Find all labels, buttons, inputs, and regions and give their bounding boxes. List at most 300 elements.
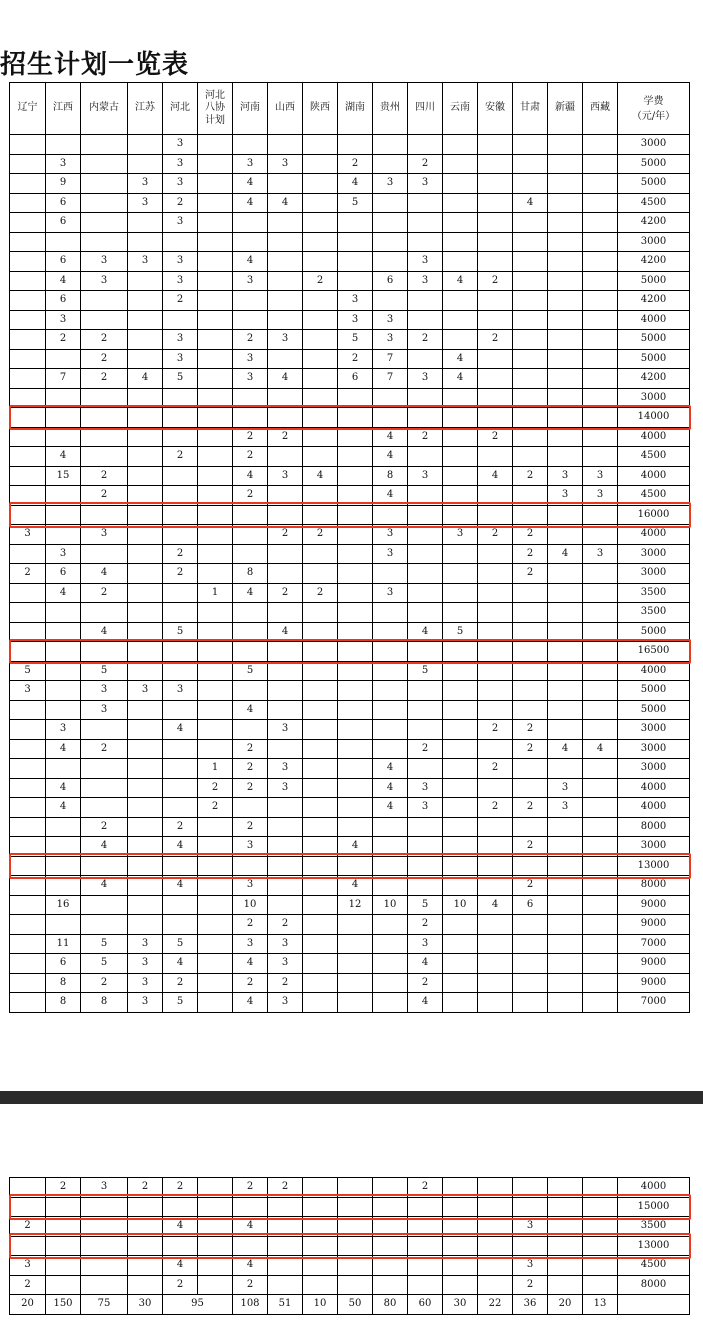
quota-cell	[198, 895, 233, 915]
quota-cell: 6	[46, 193, 81, 213]
quota-cell	[373, 739, 408, 759]
quota-cell	[198, 934, 233, 954]
quota-cell: 2	[513, 564, 548, 584]
column-header: 云南	[443, 83, 478, 135]
quota-cell	[10, 895, 46, 915]
quota-cell	[46, 388, 81, 408]
quota-cell: 4	[233, 252, 268, 272]
quota-cell	[478, 388, 513, 408]
quota-cell	[81, 720, 128, 740]
quota-cell: 2	[163, 447, 198, 467]
quota-cell	[478, 564, 513, 584]
quota-cell	[548, 603, 583, 623]
quota-cell	[373, 973, 408, 993]
quota-cell	[46, 1217, 81, 1237]
quota-cell: 2	[10, 1217, 46, 1237]
quota-cell: 3	[163, 154, 198, 174]
tuition-cell: 4000	[618, 661, 690, 681]
quota-cell	[583, 817, 618, 837]
quota-cell: 5	[408, 895, 443, 915]
quota-cell: 8	[46, 993, 81, 1013]
quota-cell	[443, 1178, 478, 1198]
quota-cell	[268, 310, 303, 330]
quota-cell	[373, 232, 408, 252]
quota-cell	[303, 291, 338, 311]
column-header: 辽宁	[10, 83, 46, 135]
quota-cell	[303, 544, 338, 564]
quota-cell	[198, 252, 233, 272]
quota-cell	[548, 349, 583, 369]
quota-cell: 3	[163, 135, 198, 155]
quota-cell	[81, 213, 128, 233]
quota-cell: 3	[408, 778, 443, 798]
quota-cell	[233, 798, 268, 818]
quota-cell	[583, 856, 618, 876]
quota-cell	[163, 856, 198, 876]
quota-cell	[46, 525, 81, 545]
quota-cell	[338, 915, 373, 935]
quota-cell	[548, 1236, 583, 1256]
quota-cell: 8	[81, 993, 128, 1013]
quota-cell	[46, 661, 81, 681]
quota-cell: 3	[548, 778, 583, 798]
quota-cell	[303, 739, 338, 759]
quota-cell	[10, 447, 46, 467]
quota-cell	[81, 408, 128, 428]
quota-cell: 3	[408, 369, 443, 389]
quota-cell	[408, 700, 443, 720]
quota-cell: 3	[163, 252, 198, 272]
quota-cell	[443, 388, 478, 408]
quota-cell	[443, 661, 478, 681]
quota-cell: 4	[233, 466, 268, 486]
quota-cell	[268, 564, 303, 584]
quota-cell: 3	[338, 291, 373, 311]
quota-cell: 6	[46, 954, 81, 974]
quota-cell	[233, 622, 268, 642]
quota-cell	[408, 856, 443, 876]
tuition-cell: 5000	[618, 330, 690, 350]
quota-cell: 4	[233, 993, 268, 1013]
quota-cell: 2	[233, 427, 268, 447]
quota-cell: 3	[46, 154, 81, 174]
tuition-cell: 9000	[618, 973, 690, 993]
quota-cell	[303, 1275, 338, 1295]
quota-cell: 2	[513, 544, 548, 564]
quota-cell: 2	[303, 525, 338, 545]
quota-cell: 2	[163, 1178, 198, 1198]
quota-cell	[303, 427, 338, 447]
quota-cell	[478, 700, 513, 720]
quota-cell	[233, 213, 268, 233]
table-row	[10, 720, 690, 740]
quota-cell	[128, 720, 163, 740]
quota-cell	[513, 973, 548, 993]
quota-cell	[46, 603, 81, 623]
quota-cell	[198, 564, 233, 584]
quota-cell	[478, 681, 513, 701]
quota-cell	[46, 1197, 81, 1217]
quota-cell: 2	[513, 1275, 548, 1295]
table-row	[10, 505, 690, 525]
quota-cell	[373, 193, 408, 213]
quota-cell	[198, 544, 233, 564]
quota-cell: 4	[408, 954, 443, 974]
quota-cell	[268, 505, 303, 525]
quota-cell	[46, 700, 81, 720]
quota-cell	[268, 681, 303, 701]
table-row	[10, 778, 690, 798]
total-cell: 150	[46, 1295, 81, 1315]
quota-cell	[10, 642, 46, 662]
quota-cell: 3	[268, 778, 303, 798]
table-row	[10, 447, 690, 467]
quota-cell	[10, 408, 46, 428]
quota-cell: 2	[268, 525, 303, 545]
quota-cell	[268, 1275, 303, 1295]
quota-cell	[128, 642, 163, 662]
quota-cell: 3	[408, 934, 443, 954]
table-row	[10, 798, 690, 818]
quota-cell	[478, 252, 513, 272]
quota-cell	[128, 622, 163, 642]
quota-cell	[443, 778, 478, 798]
table-row	[10, 622, 690, 642]
quota-cell	[198, 1178, 233, 1198]
quota-cell: 2	[268, 915, 303, 935]
quota-cell: 6	[513, 895, 548, 915]
quota-cell: 4	[583, 739, 618, 759]
quota-cell	[338, 856, 373, 876]
quota-cell	[443, 837, 478, 857]
quota-cell	[408, 1197, 443, 1217]
quota-cell: 3	[128, 193, 163, 213]
quota-cell: 3	[408, 798, 443, 818]
quota-cell: 5	[81, 661, 128, 681]
quota-cell	[198, 837, 233, 857]
quota-cell	[478, 349, 513, 369]
quota-cell: 2	[408, 427, 443, 447]
quota-cell	[303, 193, 338, 213]
quota-cell: 5	[338, 330, 373, 350]
quota-cell: 3	[408, 466, 443, 486]
quota-cell	[81, 1197, 128, 1217]
total-cell: 80	[373, 1295, 408, 1315]
tuition-cell: 3000	[618, 135, 690, 155]
quota-cell	[373, 505, 408, 525]
column-header: 湖南	[338, 83, 373, 135]
quota-cell	[81, 388, 128, 408]
quota-cell	[443, 1217, 478, 1237]
quota-cell	[583, 778, 618, 798]
quota-cell	[583, 798, 618, 818]
quota-cell	[268, 1256, 303, 1276]
quota-cell	[583, 1217, 618, 1237]
quota-cell: 3	[268, 466, 303, 486]
quota-cell	[198, 954, 233, 974]
quota-cell	[198, 642, 233, 662]
quota-cell	[46, 408, 81, 428]
quota-cell: 6	[46, 564, 81, 584]
quota-cell: 5	[81, 954, 128, 974]
table-row	[10, 427, 690, 447]
quota-cell	[583, 330, 618, 350]
quota-cell	[373, 661, 408, 681]
quota-cell	[128, 154, 163, 174]
quota-cell	[443, 583, 478, 603]
quota-cell	[478, 1178, 513, 1198]
quota-cell	[81, 798, 128, 818]
quota-cell: 15	[46, 466, 81, 486]
tuition-cell: 16500	[618, 642, 690, 662]
quota-cell: 2	[233, 817, 268, 837]
quota-cell	[548, 915, 583, 935]
quota-cell	[338, 739, 373, 759]
quota-cell	[268, 661, 303, 681]
quota-cell	[303, 330, 338, 350]
quota-cell	[408, 486, 443, 506]
quota-cell	[513, 232, 548, 252]
quota-cell	[303, 1256, 338, 1276]
quota-cell: 4	[373, 427, 408, 447]
quota-cell	[338, 1275, 373, 1295]
quota-cell	[198, 817, 233, 837]
table-row	[10, 408, 690, 428]
quota-cell	[478, 739, 513, 759]
tuition-cell: 14000	[618, 408, 690, 428]
quota-cell: 5	[163, 622, 198, 642]
column-header: 河南	[233, 83, 268, 135]
quota-cell	[10, 330, 46, 350]
quota-cell	[303, 135, 338, 155]
quota-cell: 4	[233, 583, 268, 603]
quota-cell	[478, 973, 513, 993]
tuition-cell: 4000	[618, 466, 690, 486]
quota-cell: 3	[10, 681, 46, 701]
quota-cell	[443, 291, 478, 311]
quota-cell: 2	[338, 154, 373, 174]
quota-cell	[583, 583, 618, 603]
quota-cell	[478, 154, 513, 174]
quota-cell	[583, 1256, 618, 1276]
quota-cell	[408, 291, 443, 311]
quota-cell	[10, 837, 46, 857]
quota-cell	[10, 759, 46, 779]
tuition-cell: 4000	[618, 798, 690, 818]
quota-cell: 2	[81, 486, 128, 506]
quota-cell	[268, 603, 303, 623]
quota-cell	[338, 388, 373, 408]
quota-cell: 4	[81, 876, 128, 896]
quota-cell	[373, 1178, 408, 1198]
enrollment-plan-table	[9, 82, 690, 1013]
quota-cell: 4	[268, 193, 303, 213]
quota-cell	[233, 856, 268, 876]
quota-cell	[268, 1197, 303, 1217]
quota-cell	[303, 798, 338, 818]
quota-cell	[198, 486, 233, 506]
tuition-cell: 4500	[618, 447, 690, 467]
quota-cell	[443, 154, 478, 174]
quota-cell	[478, 193, 513, 213]
quota-cell	[233, 1236, 268, 1256]
quota-cell: 2	[303, 583, 338, 603]
quota-cell	[478, 213, 513, 233]
quota-cell: 4	[373, 778, 408, 798]
quota-cell: 2	[513, 720, 548, 740]
quota-cell	[443, 681, 478, 701]
quota-cell	[46, 817, 81, 837]
quota-cell: 3	[128, 993, 163, 1013]
quota-cell	[583, 876, 618, 896]
quota-cell: 4	[163, 876, 198, 896]
quota-cell	[513, 661, 548, 681]
quota-cell	[548, 876, 583, 896]
quota-cell	[10, 174, 46, 194]
quota-cell	[583, 1236, 618, 1256]
quota-cell: 2	[81, 466, 128, 486]
quota-cell: 3	[163, 213, 198, 233]
quota-cell	[303, 973, 338, 993]
quota-cell	[548, 408, 583, 428]
quota-cell	[513, 583, 548, 603]
quota-cell	[373, 252, 408, 272]
quota-cell	[583, 388, 618, 408]
quota-cell	[128, 408, 163, 428]
quota-cell	[303, 232, 338, 252]
table-row	[10, 525, 690, 545]
quota-cell	[81, 1236, 128, 1256]
quota-cell	[548, 759, 583, 779]
quota-cell: 2	[81, 583, 128, 603]
quota-cell	[548, 252, 583, 272]
quota-cell	[268, 856, 303, 876]
table-row	[10, 915, 690, 935]
quota-cell	[548, 505, 583, 525]
quota-cell: 4	[46, 798, 81, 818]
quota-cell	[513, 759, 548, 779]
quota-cell	[10, 817, 46, 837]
quota-cell	[443, 193, 478, 213]
quota-cell	[268, 798, 303, 818]
quota-cell	[10, 778, 46, 798]
quota-cell	[10, 193, 46, 213]
quota-cell	[338, 486, 373, 506]
quota-cell	[548, 934, 583, 954]
quota-cell	[268, 642, 303, 662]
quota-cell: 4	[303, 466, 338, 486]
quota-cell	[583, 915, 618, 935]
quota-cell	[583, 213, 618, 233]
quota-cell	[548, 388, 583, 408]
quota-cell: 2	[513, 466, 548, 486]
quota-cell: 3	[268, 954, 303, 974]
quota-cell	[268, 135, 303, 155]
quota-cell	[303, 934, 338, 954]
tuition-cell: 3500	[618, 1217, 690, 1237]
quota-cell	[268, 388, 303, 408]
quota-cell	[10, 1197, 46, 1217]
quota-cell: 3	[10, 1256, 46, 1276]
tuition-cell: 4500	[618, 193, 690, 213]
quota-cell	[46, 915, 81, 935]
column-header: 西藏	[583, 83, 618, 135]
quota-cell: 2	[408, 973, 443, 993]
quota-cell: 2	[478, 271, 513, 291]
quota-cell	[303, 954, 338, 974]
tuition-cell: 3000	[618, 720, 690, 740]
quota-cell	[583, 642, 618, 662]
table-row	[10, 993, 690, 1013]
quota-cell: 3	[233, 349, 268, 369]
quota-cell: 2	[10, 1275, 46, 1295]
quota-cell	[128, 856, 163, 876]
quota-cell	[548, 271, 583, 291]
quota-cell	[373, 622, 408, 642]
tuition-cell: 4000	[618, 525, 690, 545]
quota-cell	[303, 817, 338, 837]
quota-cell	[548, 213, 583, 233]
quota-cell	[583, 369, 618, 389]
quota-cell	[478, 232, 513, 252]
quota-cell	[548, 193, 583, 213]
quota-cell: 4	[163, 1217, 198, 1237]
quota-cell	[338, 1256, 373, 1276]
quota-cell	[233, 642, 268, 662]
quota-cell	[513, 154, 548, 174]
quota-cell: 2	[513, 876, 548, 896]
quota-cell: 3	[46, 720, 81, 740]
quota-cell: 4	[443, 271, 478, 291]
quota-cell	[163, 915, 198, 935]
quota-cell	[198, 232, 233, 252]
quota-cell	[198, 193, 233, 213]
quota-cell: 2	[46, 1178, 81, 1198]
quota-cell	[338, 544, 373, 564]
quota-cell	[338, 798, 373, 818]
quota-cell	[443, 759, 478, 779]
tuition-cell: 9000	[618, 954, 690, 974]
quota-cell: 2	[303, 271, 338, 291]
tuition-cell: 4500	[618, 486, 690, 506]
quota-cell: 4	[163, 720, 198, 740]
total-cell: 51	[268, 1295, 303, 1315]
quota-cell	[513, 993, 548, 1013]
quota-cell	[128, 837, 163, 857]
quota-cell	[198, 213, 233, 233]
quota-cell: 2	[408, 330, 443, 350]
quota-cell	[268, 252, 303, 272]
quota-cell	[478, 622, 513, 642]
table-row	[10, 310, 690, 330]
quota-cell	[268, 876, 303, 896]
tuition-cell: 4000	[618, 1178, 690, 1198]
quota-cell	[303, 213, 338, 233]
quota-cell	[373, 915, 408, 935]
quota-cell	[513, 603, 548, 623]
quota-cell	[583, 408, 618, 428]
quota-cell	[548, 583, 583, 603]
quota-cell: 4	[408, 622, 443, 642]
quota-cell	[338, 973, 373, 993]
quota-cell	[548, 681, 583, 701]
quota-cell	[373, 817, 408, 837]
quota-cell: 4	[163, 1256, 198, 1276]
quota-cell	[478, 993, 513, 1013]
table-row	[10, 817, 690, 837]
quota-cell	[548, 954, 583, 974]
quota-cell	[408, 310, 443, 330]
